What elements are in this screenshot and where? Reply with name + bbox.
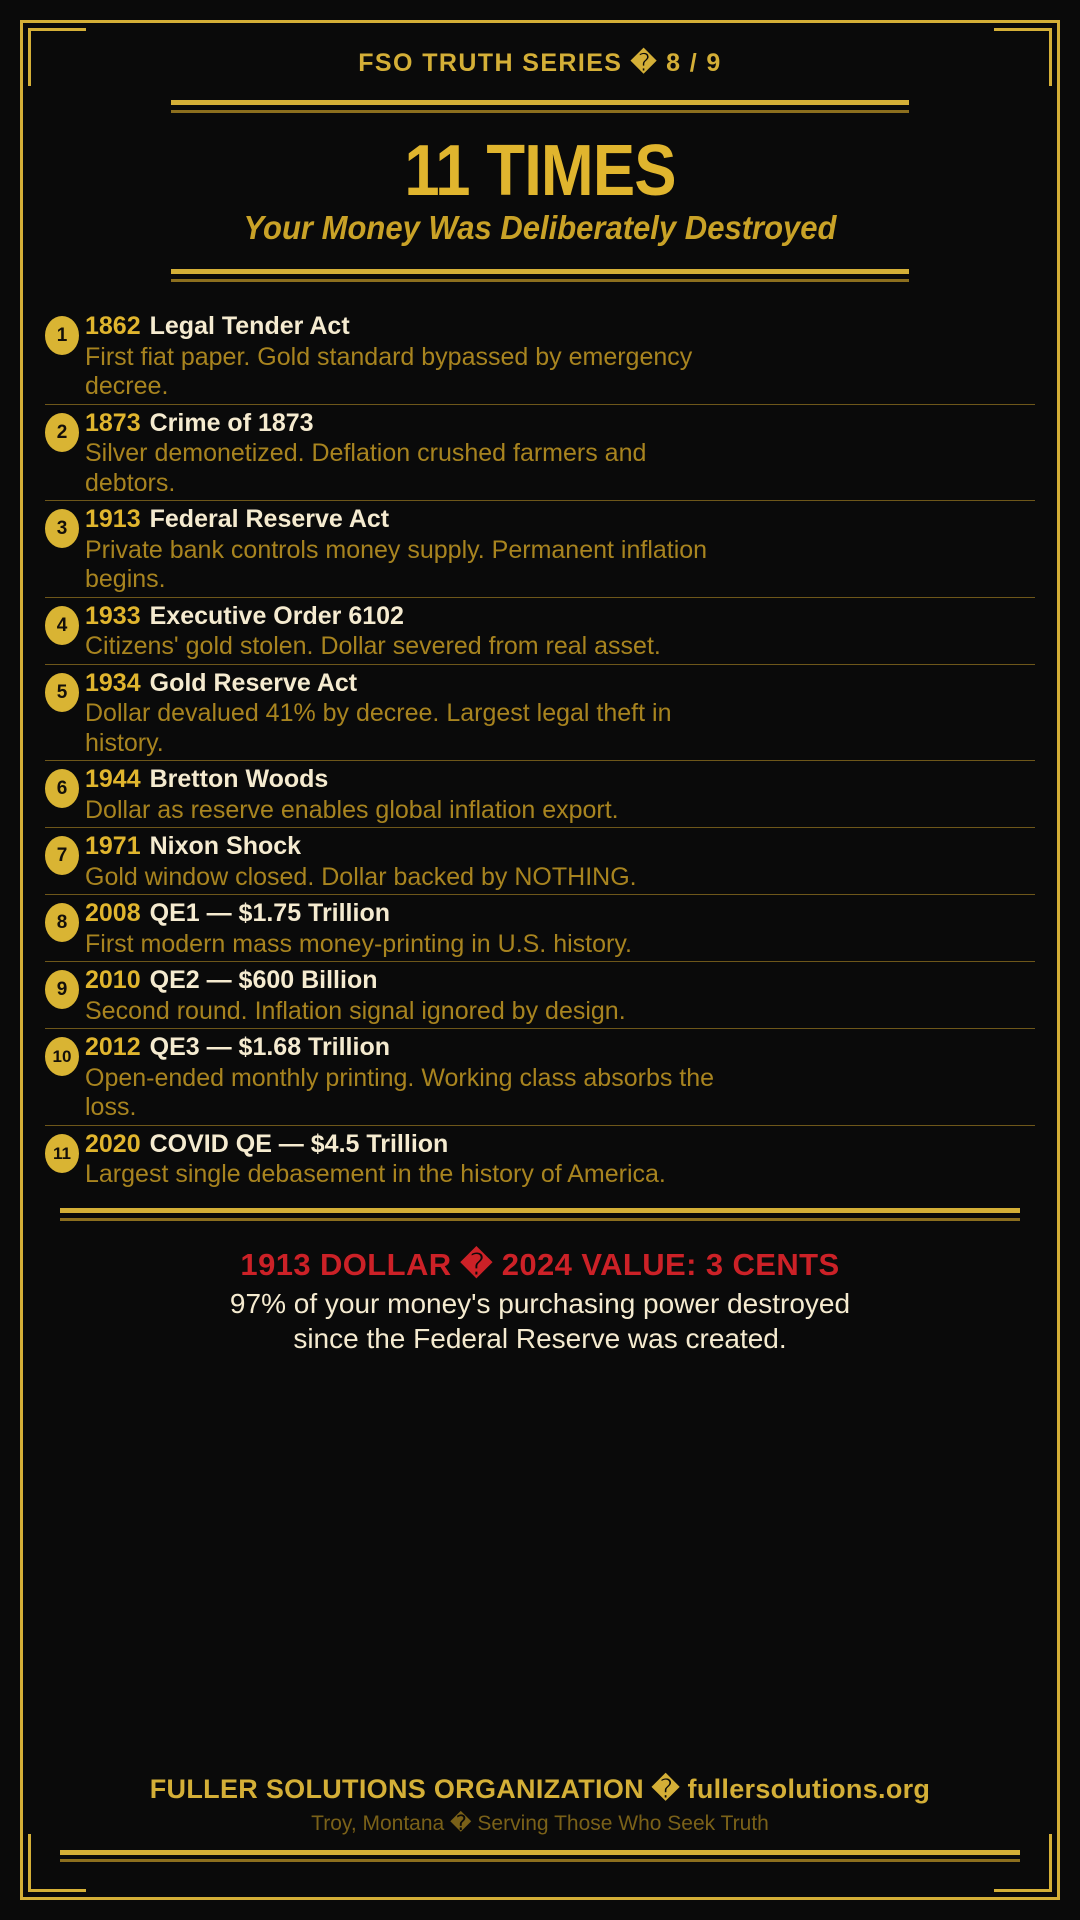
footer: [0, 1774, 1080, 1862]
event-year: 1933: [85, 601, 141, 630]
divider-thin-line: [60, 1859, 1020, 1862]
event-title: QE3 — $1.68 Trillion: [149, 1033, 390, 1061]
page-title: 11 TIMES: [404, 131, 676, 211]
event-item: [45, 827, 1035, 894]
event-heading: [85, 505, 1035, 535]
event-year: 1971: [85, 832, 141, 860]
event-item: [45, 760, 1035, 827]
event-description: Dollar as reserve enables global inflation export.: [85, 795, 619, 824]
event-heading: [85, 1033, 1035, 1063]
event-title: QE1 — $1.75 Trillion: [149, 899, 390, 927]
event-title: Federal Reserve Act: [149, 505, 390, 533]
event-heading: [85, 899, 1035, 929]
event-year: 1873: [85, 408, 141, 437]
event-title: Bretton Woods: [149, 765, 329, 793]
divider-thin-line: [171, 110, 909, 113]
event-year: 2010: [85, 966, 141, 994]
event-number-badge: 1: [45, 316, 79, 355]
divider-thick-line: [171, 100, 909, 105]
series-eyebrow: FSO TRUTH SERIES � 8 / 9: [358, 49, 722, 77]
event-title: Legal Tender Act: [149, 312, 350, 340]
event-number-badge: 11: [45, 1134, 79, 1173]
event-description: Open-ended monthly printing. Working class absorbs the loss.: [85, 1063, 715, 1121]
event-description: Private bank controls money supply. Permanent inflation begins.: [85, 535, 708, 593]
callout-headline: 1913 DOLLAR � 2024 VALUE: 3 CENTS: [240, 1246, 840, 1282]
event-description: Second round. Inflation signal ignored by design.: [85, 996, 626, 1025]
event-heading: [85, 765, 1035, 795]
events-list: [0, 308, 1080, 1192]
event-number-badge: 3: [45, 509, 79, 548]
event-year: 1944: [85, 765, 141, 793]
event-heading: [85, 966, 1035, 996]
event-heading: [85, 602, 1035, 632]
event-year: 2012: [85, 1033, 141, 1061]
event-description: First modern mass money-printing in U.S. history.: [85, 929, 632, 958]
divider-below-title: [171, 269, 909, 282]
event-item: [45, 961, 1035, 1028]
divider-thin-line: [60, 1218, 1020, 1221]
event-title: COVID QE — $4.5 Trillion: [149, 1129, 449, 1158]
page-subtitle: Your Money Was Deliberately Destroyed: [243, 209, 837, 246]
callout-body: [0, 1286, 1080, 1358]
event-item: [45, 404, 1035, 501]
event-year: 1862: [85, 312, 141, 340]
event-item: [45, 894, 1035, 961]
event-year: 1934: [85, 668, 141, 697]
event-title: Gold Reserve Act: [149, 668, 358, 697]
divider-footer: [60, 1850, 1020, 1862]
divider-above-callout: [60, 1208, 1020, 1221]
event-heading: [85, 409, 1035, 439]
divider-thick-line: [60, 1850, 1020, 1855]
event-number-badge: 10: [45, 1037, 79, 1076]
event-item: [45, 308, 1035, 404]
event-number-badge: 7: [45, 836, 79, 875]
divider-above-title: [171, 100, 909, 113]
event-description: Citizens' gold stolen. Dollar severed from real asset.: [85, 632, 661, 660]
callout-block: [0, 1247, 1080, 1358]
callout-body-line-2: since the Federal Reserve was created.: [293, 1323, 787, 1355]
divider-thick-line: [60, 1208, 1020, 1213]
event-heading: [85, 1130, 1035, 1160]
divider-thick-line: [171, 269, 909, 274]
event-item: [45, 1028, 1035, 1125]
event-title: Crime of 1873: [149, 408, 314, 437]
event-description: Largest single debasement in the history of America.: [85, 1160, 666, 1188]
event-description: Dollar devalued 41% by decree. Largest legal theft in history.: [85, 699, 672, 757]
event-number-badge: 2: [45, 413, 79, 452]
event-heading: [85, 669, 1035, 699]
event-year: 2008: [85, 899, 141, 927]
event-title: Nixon Shock: [149, 832, 302, 860]
event-year: 1913: [85, 505, 141, 533]
footer-organization: FULLER SOLUTIONS ORGANIZATION � fullersolutions.org: [149, 1774, 931, 1804]
event-heading: [85, 832, 1035, 862]
event-description: Silver demonetized. Deflation crushed farmers and debtors.: [85, 439, 647, 497]
event-heading: [85, 312, 1035, 342]
callout-body-line-1: 97% of your money's purchasing power destroyed: [229, 1287, 851, 1319]
event-item: [45, 500, 1035, 597]
event-number-badge: 9: [45, 970, 79, 1009]
event-number-badge: 8: [45, 903, 79, 942]
event-number-badge: 4: [45, 606, 79, 645]
event-title: QE2 — $600 Billion: [149, 966, 378, 994]
event-description: Gold window closed. Dollar backed by NOTHING.: [85, 862, 637, 891]
event-item: [45, 597, 1035, 664]
event-description: First fiat paper. Gold standard bypassed by emergency decree.: [85, 342, 693, 400]
event-number-badge: 6: [45, 769, 79, 808]
event-item: [45, 664, 1035, 761]
event-year: 2020: [85, 1129, 141, 1158]
event-item: [45, 1125, 1035, 1192]
event-number-badge: 5: [45, 673, 79, 712]
footer-tagline: Troy, Montana � Serving Those Who Seek Truth: [311, 1812, 769, 1835]
event-title: Executive Order 6102: [149, 601, 404, 630]
title-block: [0, 131, 1080, 247]
divider-thin-line: [171, 279, 909, 282]
